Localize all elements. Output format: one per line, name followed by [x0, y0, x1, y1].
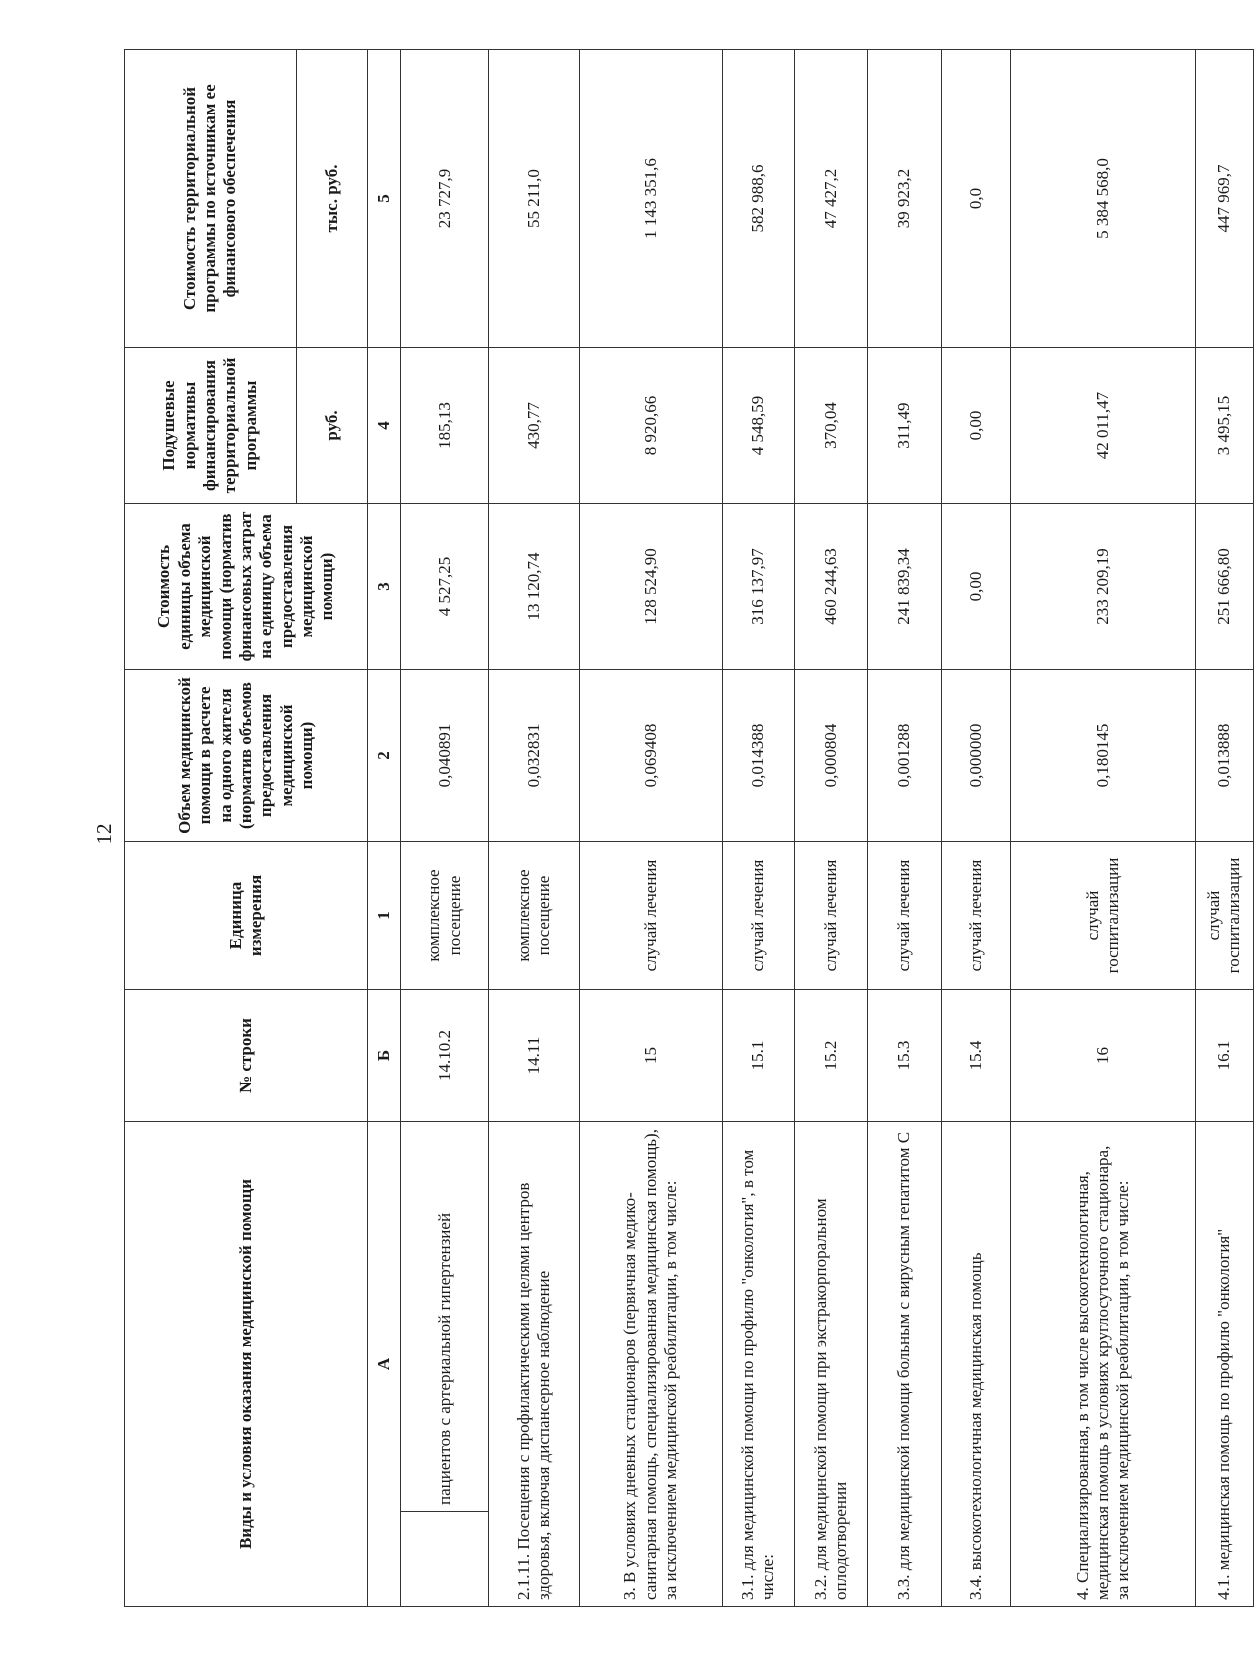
row-cost: 13 120,74	[489, 504, 580, 670]
header-col-2: Объем медицинской помощи в расчете на одного жителя (норматив объемов предоставления медицинской помощи)	[125, 670, 368, 842]
row-volume: 0,000804	[795, 670, 867, 842]
row-total: 5 384 568,0	[1011, 50, 1196, 348]
row-cost: 460 244,63	[795, 504, 867, 670]
row-line-number: 15	[580, 990, 722, 1122]
row-per-capita: 3 495,15	[1195, 348, 1253, 504]
row-unit: комплексное посещение	[489, 842, 580, 990]
row-per-capita: 185,13	[401, 348, 489, 504]
page-number: 12	[92, 823, 116, 845]
row-total: 47 427,2	[795, 50, 867, 348]
row-name: 4.1. медицинская помощь по профилю "онкология"	[1195, 1122, 1253, 1607]
row-name: 3.2. для медицинской помощи при экстракорпоральном оплодотворении	[795, 1122, 867, 1607]
table-row	[795, 50, 867, 1607]
row-cost: 316 137,97	[722, 504, 794, 670]
row-line-number: 15.3	[867, 990, 941, 1122]
number-5: 5	[368, 50, 401, 348]
row-cost: 128 524,90	[580, 504, 722, 670]
row-volume: 0,014388	[722, 670, 794, 842]
table-row	[401, 50, 489, 1607]
row-unit: комплексное посещение	[401, 842, 489, 990]
table-row	[1011, 50, 1196, 1607]
row-per-capita: 430,77	[489, 348, 580, 504]
row-name: 3.1. для медицинской помощи по профилю "онкология", в том числе:	[722, 1122, 794, 1607]
number-b: Б	[368, 990, 401, 1122]
row-total: 39 923,2	[867, 50, 941, 348]
number-2: 2	[368, 670, 401, 842]
row-spacer	[401, 1512, 489, 1607]
table-row	[580, 50, 722, 1607]
row-line-number: 14.11	[489, 990, 580, 1122]
table-row	[867, 50, 941, 1607]
row-per-capita: 42 011,47	[1011, 348, 1196, 504]
row-name: 3. В условиях дневных стационаров (первичная медико-санитарная помощь, специализированная медицинская помощь), за исключением медицинской реабилитации, в том числе:	[580, 1122, 722, 1607]
row-line-number: 16	[1011, 990, 1196, 1122]
header-col-1: Единица измерения	[125, 842, 368, 990]
row-volume: 0,040891	[401, 670, 489, 842]
row-volume: 0,069408	[580, 670, 722, 842]
row-per-capita: 4 548,59	[722, 348, 794, 504]
number-3: 3	[368, 504, 401, 670]
row-cost: 251 666,80	[1195, 504, 1253, 670]
medical-care-table	[124, 49, 1254, 1607]
row-line-number: 15.1	[722, 990, 794, 1122]
row-unit: случай лечения	[580, 842, 722, 990]
number-1: 1	[368, 842, 401, 990]
header-col-5: Стоимость территориальной программы по источникам ее финансового обеспечения	[125, 50, 297, 348]
row-total: 447 969,7	[1195, 50, 1253, 348]
row-name: пациентов с артериальной гипертензией	[401, 1122, 489, 1512]
row-volume: 0,001288	[867, 670, 941, 842]
row-line-number: 15.2	[795, 990, 867, 1122]
row-name: 3.4. высокотехнологичная медицинская помощь	[941, 1122, 1011, 1607]
row-total: 0,0	[941, 50, 1011, 348]
row-per-capita: 8 920,66	[580, 348, 722, 504]
row-unit: случай лечения	[795, 842, 867, 990]
table-row	[722, 50, 794, 1607]
row-volume: 0,180145	[1011, 670, 1196, 842]
row-name: 3.3. для медицинской помощи больным с вирусным гепатитом С	[867, 1122, 941, 1607]
row-total: 582 988,6	[722, 50, 794, 348]
row-unit: случай лечения	[867, 842, 941, 990]
row-line-number: 16.1	[1195, 990, 1253, 1122]
table-row	[941, 50, 1011, 1607]
row-unit: случай госпитализации	[1195, 842, 1253, 990]
row-per-capita: 0,00	[941, 348, 1011, 504]
rotated-table-container	[124, 52, 1254, 1607]
row-line-number: 15.4	[941, 990, 1011, 1122]
row-line-number: 14.10.2	[401, 990, 489, 1122]
header-col-5-unit: тыс. руб.	[296, 50, 368, 348]
number-a: А	[368, 1122, 401, 1607]
row-cost: 0,00	[941, 504, 1011, 670]
row-unit: случай лечения	[722, 842, 794, 990]
row-volume: 0,032831	[489, 670, 580, 842]
table-row	[489, 50, 580, 1607]
row-cost: 4 527,25	[401, 504, 489, 670]
row-unit: случай госпитализации	[1011, 842, 1196, 990]
header-col-4: Подушевые нормативы финансирования территориальной программы	[125, 348, 297, 504]
header-col-3: Стоимость единицы объема медицинской помощи (норматив финансовых затрат на единицу объема предоставления медицинской помощи)	[125, 504, 368, 670]
number-4: 4	[368, 348, 401, 504]
row-unit: случай лечения	[941, 842, 1011, 990]
table-row	[1195, 50, 1253, 1607]
row-total: 55 211,0	[489, 50, 580, 348]
header-col-4-unit: руб.	[296, 348, 368, 504]
row-cost: 233 209,19	[1011, 504, 1196, 670]
row-per-capita: 311,49	[867, 348, 941, 504]
row-volume: 0,000000	[941, 670, 1011, 842]
header-col-b: № строки	[125, 990, 368, 1122]
row-volume: 0,013888	[1195, 670, 1253, 842]
row-name: 4. Специализированная, в том числе высокотехнологичная, медицинская помощь в условиях круглосуточного стационара, за исключением медицинской реабилитации, в том числе:	[1011, 1122, 1196, 1607]
row-total: 23 727,9	[401, 50, 489, 348]
row-total: 1 143 351,6	[580, 50, 722, 348]
header-col-a: Виды и условия оказания медицинской помощи	[125, 1122, 368, 1607]
row-name: 2.1.11. Посещения с профилактическими целями центров здоровья, включая диспансерное наблюдение	[489, 1122, 580, 1607]
row-cost: 241 839,34	[867, 504, 941, 670]
row-per-capita: 370,04	[795, 348, 867, 504]
